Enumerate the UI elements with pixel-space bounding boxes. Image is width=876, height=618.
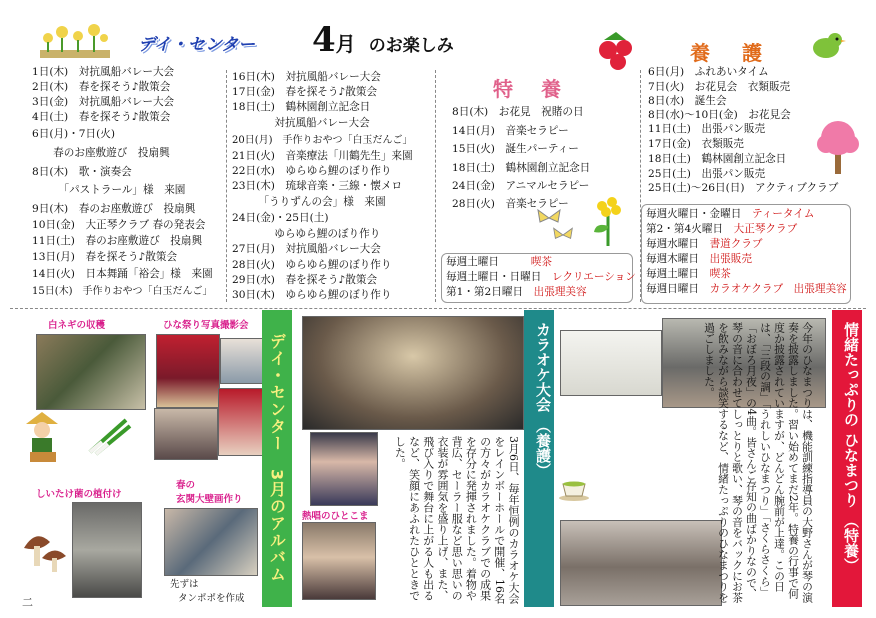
list-item: 17日(金) 衣類販売 [648, 138, 744, 150]
weekly-label: 第1・第2日曜日 [446, 286, 524, 298]
list-item: 8日(水)～10日(金) お花見会 [648, 109, 791, 121]
weekly-label: 毎週土曜日 [646, 268, 699, 280]
tree-icon [814, 118, 862, 174]
weekly-item [646, 208, 814, 221]
list-item: 24日(金)・25日(土) [232, 212, 329, 224]
month-heading [312, 20, 454, 60]
butterfly-icon [552, 226, 574, 244]
photo-hina-2 [220, 338, 268, 384]
list-item: 22日(水) ゆらゆら鯉のぼり作り [232, 165, 392, 177]
list-item: 対抗風船バレー大会 [232, 117, 370, 129]
month-number: 4 [312, 20, 336, 60]
hina-tag: （特養） [842, 513, 860, 574]
weekly-event: レクリエーション [551, 271, 636, 283]
fun-heading: のお楽しみ [368, 36, 454, 56]
list-item: 17日(金) 春を探そう♪散策会 [232, 86, 378, 98]
weekly-item [646, 283, 847, 296]
list-item: 16日(木) 対抗風船バレー大会 [232, 71, 381, 83]
caption-negi: 白ネギの収穫 [48, 320, 106, 331]
karaoke-title: カラオケ大会 [534, 322, 552, 412]
caption-tanpopo: タンポポを作成 [178, 593, 245, 604]
caption-saki: 先ずは [170, 579, 199, 590]
page-number: 二 [22, 596, 33, 609]
list-item: 28日(火) 音楽セラピー [452, 198, 569, 210]
weekly-label: 毎週土曜日 [446, 256, 499, 268]
hina-title: 情緒たっぷりの ひなまつり [842, 322, 860, 508]
photo-shiitake [72, 502, 142, 598]
butterfly-icon [536, 208, 562, 228]
caption-zessho: 熱唱のひとこま [302, 511, 369, 522]
list-item: 6日(月) ふれあいタイム [648, 66, 769, 78]
list-item: 14日(月) 音楽セラピー [452, 125, 569, 137]
list-item: 8日(水) 誕生会 [648, 95, 727, 107]
karaoke-title-band [524, 310, 554, 607]
weekly-label: 毎週火曜日・金曜日 [646, 208, 742, 220]
list-item: 8日(木) 歌・演奏会 [32, 166, 132, 178]
list-item: 18日(土) 鶴林園創立記念日 [648, 153, 787, 165]
weekly-label: 毎週土曜日・日曜日 [446, 271, 542, 283]
list-item: 11日(土) 春のお座敷遊び 投扇興 [32, 235, 203, 247]
tokuyo-heading: 特 養 [493, 77, 565, 101]
list-item: 20日(月) 手作りおやつ「白玉だんご」 [232, 135, 413, 146]
farmer-icon [20, 410, 64, 470]
list-item: 「パストラール」様 来園 [32, 184, 186, 196]
list-item: 13日(月) 春を探そう♪散策会 [32, 251, 178, 263]
bird-icon [808, 28, 846, 62]
strawberry-icon [596, 26, 636, 72]
weekly-label: 第2・第4火曜日 [646, 223, 724, 235]
photo-hina-1 [156, 334, 220, 408]
weekly-event: 書道クラブ [709, 238, 763, 250]
album-title-band [262, 310, 292, 607]
mushroom-icon [22, 528, 68, 576]
weekly-event: 大正琴クラブ [733, 223, 798, 235]
list-item: 11日(土) 出張パン販売 [648, 123, 766, 135]
list-item: 10日(金) 大正琴クラブ 春の発表会 [32, 219, 206, 231]
weekly-label: 毎週水曜日 [646, 238, 699, 250]
weekly-event: 喫茶 [530, 256, 552, 268]
caption-haru: 春の [176, 480, 196, 491]
list-item: 8日(木) お花見 祝賭の日 [452, 106, 584, 118]
weekly-item [646, 253, 752, 266]
karaoke-tag: （養護） [534, 418, 552, 478]
list-item: 21日(火) 音楽療法「川鶴先生」来園 [232, 150, 413, 162]
list-item: 23日(木) 琉球音楽・三線・懐メロ [232, 180, 403, 192]
photo-hina-4 [218, 388, 268, 456]
weekly-event: 出張理美容 [533, 286, 587, 298]
list-item: 15日(火) 誕生パーティー [452, 143, 579, 155]
list-item: 6日(月)・7日(火) [32, 128, 115, 140]
weekly-event: カラオケクラブ 出張理美容 [709, 283, 847, 295]
weekly-label: 毎週日曜日 [646, 283, 699, 295]
month-suffix: 月 [335, 32, 356, 56]
weekly-item [446, 286, 587, 299]
karaoke-body: 3月6日、毎年恒例のカラオケ大会をレインボーホールで開催、16名の方々がカラオケクラブでの成果を存分に発揮されました。着物や背広、セーラー服など思い思いの衣装が雰囲気を盛り上げ、また、飛び入りで舞台に上がる人も出るなど、笑顔にあふれたひとときでした。 [393, 436, 520, 604]
weekly-item [646, 238, 763, 251]
list-item: 25日(土)～26日(日) アクティブクラブ [648, 182, 839, 194]
divider [226, 70, 227, 302]
list-item: 24日(金) アニマルセラピー [452, 180, 590, 192]
weekly-item [646, 223, 797, 236]
list-item: 「うりずんの会」様 来園 [232, 196, 386, 208]
list-item: 15日(木) 手作りおやつ「白玉だんご」 [32, 286, 213, 297]
weekly-event: 喫茶 [709, 268, 731, 280]
list-item: 春のお座敷遊び 投扇興 [32, 147, 170, 159]
photo-singer-2 [302, 522, 376, 600]
negi-icon [86, 416, 132, 456]
weekly-label: 毎週木曜日 [646, 253, 699, 265]
list-item: 18日(土) 鶴林園創立記念日 [232, 101, 371, 113]
list-item: 7日(火) お花見会 衣類販売 [648, 81, 791, 93]
caption-hina-photo: ひな祭り写真撮影会 [163, 320, 249, 331]
list-item: 29日(水) 春を探そう♪散策会 [232, 274, 378, 286]
photo-singer-1 [310, 432, 378, 506]
album-title: デイ・センター 3月のアルバム [267, 333, 287, 584]
list-item: 14日(火) 日本舞踊「裕会」様 来園 [32, 268, 213, 280]
rapeflower-icon [588, 196, 628, 246]
top-section [0, 0, 876, 308]
list-item: 1日(木) 対抗風船バレー大会 [32, 66, 175, 78]
list-item: 25日(土) 出張パン販売 [648, 168, 766, 180]
hina-body: 今年のひなまつりは、機能訓練指導員の大野さんが琴の演奏を披露しました。習い始めてまだ2年。特養の行事で何度か披露されていますが、どんどん腕前が上達。この日は、「三段の調」「うれしいひなまつり」「さくらさくら」「おぼろ月夜」の4曲。皆さんご存知の曲ばかりなので、琴の音に合わせてしっとりと歌い、琴の音をバックにお茶を飲みながら談笑するなど、情緒たっぷりのひなまつりを過ごしました。 [703, 322, 814, 603]
weekly-event: ティータイム [751, 208, 815, 220]
list-item: 3日(金) 対抗風船バレー大会 [32, 96, 175, 108]
list-item: 9日(木) 春のお座敷遊び 投扇興 [32, 203, 196, 215]
yogo-heading: 養 護 [690, 41, 768, 65]
divider [435, 70, 436, 302]
day-center-heading: デイ・センター [138, 35, 256, 55]
caption-genkan: 玄関大壁画作り [176, 494, 243, 505]
photo-karaoke-group [302, 316, 524, 430]
list-item: 27日(月) 対抗風船バレー大会 [232, 243, 381, 255]
list-item: 2日(木) 春を探そう♪散策会 [32, 81, 171, 93]
flowers-icon [40, 20, 110, 60]
list-item: 30日(木) ゆらゆら鯉のぼり作り [232, 289, 392, 301]
photo-negi [36, 334, 146, 410]
divider [10, 308, 866, 309]
weekly-item [646, 268, 731, 281]
list-item: 18日(土) 鶴林園創立記念日 [452, 162, 591, 174]
photo-mural [164, 508, 258, 576]
weekly-event: 出張販売 [709, 253, 752, 265]
list-item: ゆらゆら鯉のぼり作り [232, 228, 381, 240]
hina-title-band [832, 310, 862, 607]
list-item: 4日(土) 春を探そう♪散策会 [32, 111, 171, 123]
list-item: 28日(火) ゆらゆら鯉のぼり作り [232, 259, 392, 271]
weekly-item [446, 256, 552, 269]
weekly-item [446, 271, 636, 284]
photo-hina-3 [154, 408, 218, 460]
caption-shiitake: しいたけ菌の植付け [36, 489, 122, 500]
